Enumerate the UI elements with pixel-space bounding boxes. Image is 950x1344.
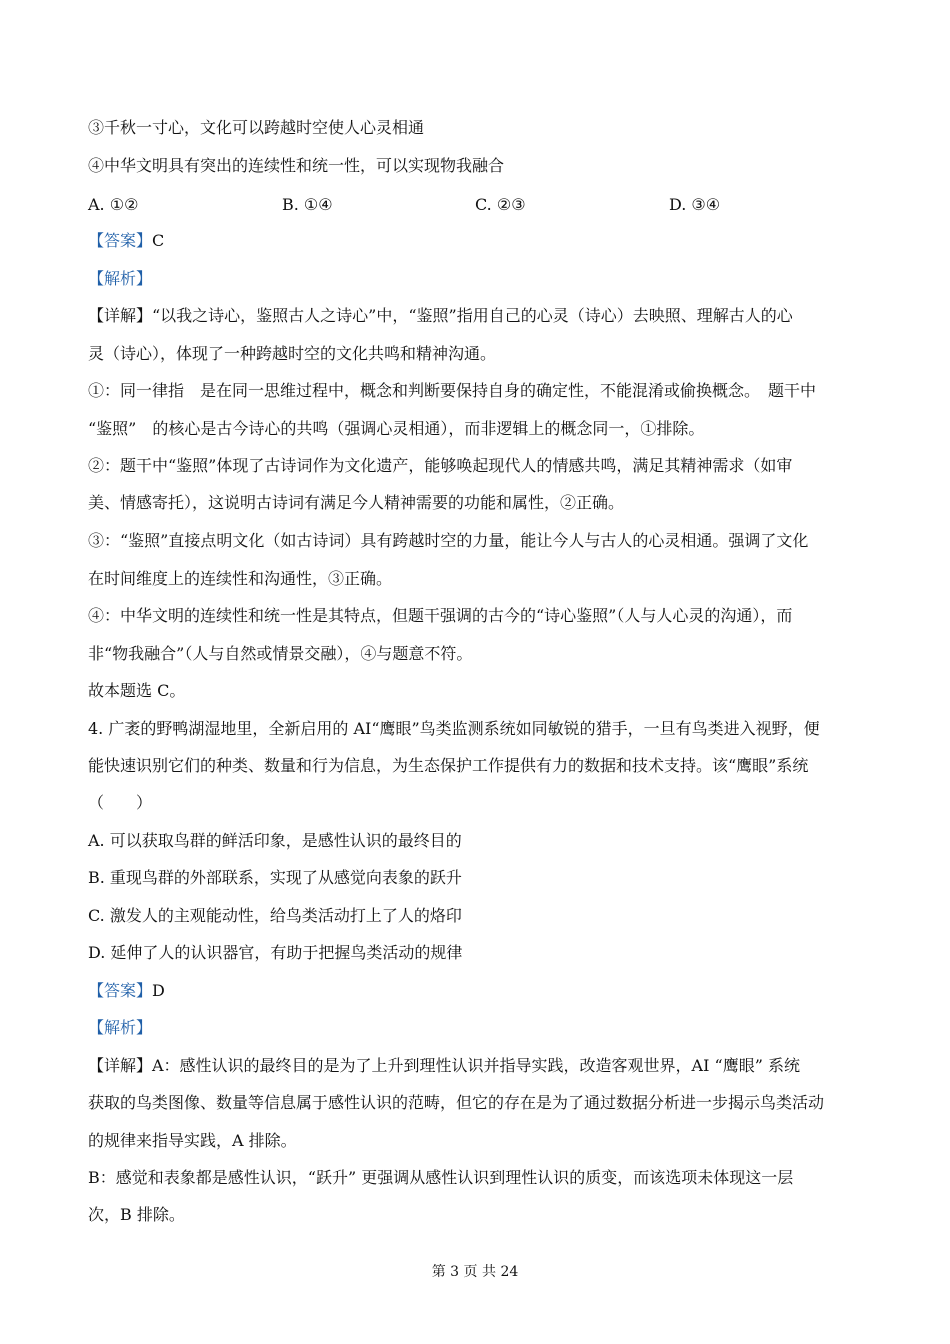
choice-a: A. ①② xyxy=(88,195,139,214)
question-4-option-b: B. 重现鸟群的外部联系，实现了从感觉向表象的跃升 xyxy=(88,868,462,887)
choice-options-row xyxy=(88,194,848,216)
choice-b: B. ①④ xyxy=(282,195,333,214)
detail-line: 灵（诗心），体现了一种跨越时空的文化共鸣和精神沟通。 xyxy=(88,344,497,363)
detail-line: ①：同一律指 是在同一思维过程中，概念和判断要保持自身的确定性，不能混淆或偷换概念。 题干中 xyxy=(88,381,817,400)
answer-label: 【答案】 xyxy=(88,231,153,250)
detail-line: 非“物我融合”（人与自然或情景交融），④与题意不符。 xyxy=(88,644,473,663)
question-4-blank: （ ） xyxy=(88,793,153,812)
detail-line: B：感觉和表象都是感性认识，“跃升” 更强调从感性认识到理性认识的质变，而该选项未体现这一层 xyxy=(88,1168,794,1187)
question-4-option-c: C. 激发人的主观能动性，给鸟类活动打上了人的烙印 xyxy=(88,906,462,925)
detail-line: 美、情感寄托），这说明古诗词有满足今人精神需要的功能和属性，②正确。 xyxy=(88,493,625,512)
option-4-text: ④中华文明具有突出的连续性和统一性，可以实现物我融合 xyxy=(88,156,505,175)
detail-line: 【详解】“以我之诗心，鉴照古人之诗心”中，“鉴照”指用自己的心灵（诗心）去映照、理解古人的心 xyxy=(88,306,793,325)
analysis-label-1: 【解析】 xyxy=(88,269,153,288)
detail-line: 的规律来指导实践，A 排除。 xyxy=(88,1131,297,1150)
page-footer: 第 3 页 共 24 xyxy=(431,1264,519,1280)
detail-line: ②：题干中“鉴照”体现了古诗词作为文化遗产，能够唤起现代人的情感共鸣，满足其精神需求（如审 xyxy=(88,456,793,475)
question-4-option-d: D. 延伸了人的认识器官，有助于把握鸟类活动的规律 xyxy=(88,943,463,962)
detail-line: 次，B 排除。 xyxy=(88,1205,185,1224)
detail-line: 获取的鸟类图像、数量等信息属于感性认识的范畴，但它的存在是为了通过数据分析进一步揭示鸟类活动 xyxy=(88,1093,825,1112)
analysis-label-2: 【解析】 xyxy=(88,1018,153,1037)
question-4-stem: 4. 广袤的野鸭湖湿地里，全新启用的 AI“鹰眼”鸟类监测系统如同敏锐的猎手，一旦有鸟类进入视野，便 xyxy=(88,719,820,738)
detail-line: 在时间维度上的连续性和沟通性，③正确。 xyxy=(88,569,393,588)
answer-value: C xyxy=(152,231,165,250)
detail-line: 【详解】A：感性认识的最终目的是为了上升到理性认识并指导实践，改造客观世界，AI “鹰眼” 系统 xyxy=(88,1056,800,1075)
answer-line-1 xyxy=(88,230,164,252)
detail-line: ③：“鉴照”直接点明文化（如古诗词）具有跨越时空的力量，能让今人与古人的心灵相通。强调了文化 xyxy=(88,531,809,550)
choice-d: D. ③④ xyxy=(669,195,721,214)
detail-line: “鉴照” 的核心是古今诗心的共鸣（强调心灵相通），而非逻辑上的概念同一，①排除。 xyxy=(88,419,705,438)
option-3-text: ③千秋一寸心，文化可以跨越时空使人心灵相通 xyxy=(88,118,425,137)
detail-line: ④：中华文明的连续性和统一性是其特点，但题干强调的古今的“诗心鉴照”（人与人心灵的沟通），而 xyxy=(88,606,793,625)
conclusion-line: 故本题选 C。 xyxy=(88,681,186,700)
choice-c: C. ②③ xyxy=(475,195,526,214)
answer-label: 【答案】 xyxy=(88,981,153,1000)
answer-value: D xyxy=(152,981,165,1000)
question-4-option-a: A. 可以获取鸟群的鲜活印象，是感性认识的最终目的 xyxy=(88,831,462,850)
answer-line-2 xyxy=(88,980,165,1002)
question-4-stem: 能快速识别它们的种类、数量和行为信息，为生态保护工作提供有力的数据和技术支持。该“鹰眼”系统 xyxy=(88,756,809,775)
